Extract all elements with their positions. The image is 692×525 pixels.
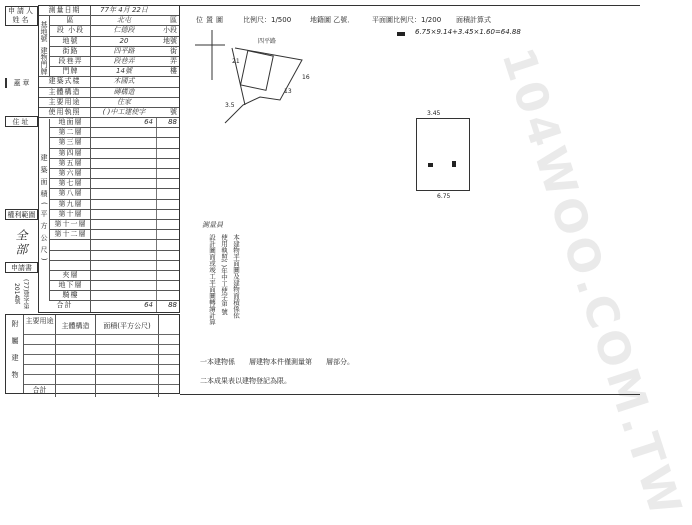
floor-row — [39, 240, 179, 250]
floor-area — [91, 261, 157, 270]
info-value: 仁德段 — [113, 26, 135, 35]
floor-row — [39, 230, 179, 240]
floor-area — [91, 220, 157, 229]
floor-row — [39, 220, 179, 230]
applicant-label: 申請人 姓名 — [5, 6, 38, 26]
info-unit: 區 — [170, 16, 177, 25]
info-label: 主體構造 — [39, 88, 91, 97]
info-row — [39, 108, 179, 118]
annex-row — [24, 375, 179, 385]
road-label: 四平路 — [258, 38, 277, 45]
floor-area-decimal — [157, 251, 179, 260]
info-unit: 樓 — [170, 67, 177, 76]
floor-area-decimal — [157, 210, 179, 219]
vertical-note: 設計圖面或竣工平面圖轉繪計算 — [208, 234, 216, 325]
floor-label: 第五層 — [39, 159, 91, 168]
info-row — [39, 6, 179, 16]
floor-area-decimal — [157, 240, 179, 249]
floor-area-decimal — [157, 220, 179, 229]
info-label: 測量日期 — [39, 6, 91, 15]
floor-area-decimal — [157, 200, 179, 209]
rights-value: 全部 — [14, 229, 28, 257]
floor-row — [39, 281, 179, 291]
sketch-d: 13 — [284, 88, 292, 95]
cadastral-label: 地籍圖 乙號． — [310, 16, 355, 24]
top-border — [180, 5, 640, 6]
info-unit: 地號 — [163, 36, 177, 45]
floor-label: 第六層 — [39, 169, 91, 178]
sketch-c: 16 — [302, 74, 310, 81]
info-value: 段巷弄 — [113, 56, 135, 65]
door-group-label: 建物門牌 — [40, 47, 48, 75]
info-label: 區 — [39, 16, 91, 25]
floor-area — [91, 138, 157, 147]
scale-1: 比例尺：1/500 — [243, 16, 292, 24]
location-map-label: 位置圖 — [196, 16, 226, 24]
floor-row — [39, 128, 179, 138]
floor-row — [39, 261, 179, 271]
info-value: 77年 4月 22日 — [100, 6, 148, 14]
col-use: 主要用途 — [24, 315, 56, 334]
floor-row — [39, 169, 179, 179]
info-label: 街路 — [39, 47, 91, 56]
floor-label: 第十一層 — [39, 220, 91, 229]
floor-label: 夾層 — [39, 271, 91, 280]
annex-title: 附屬建物 — [11, 320, 19, 388]
info-value: 四平路 — [113, 46, 135, 55]
floor-area-decimal — [157, 169, 179, 178]
floor-area — [91, 159, 157, 168]
base-group-label: 基地號 — [38, 16, 50, 46]
floor-area-decimal — [157, 261, 179, 270]
annex-table — [5, 314, 180, 394]
info-label: 門牌 — [39, 67, 91, 76]
annex-total-label: 合計 — [24, 385, 56, 397]
floor-area — [91, 189, 157, 198]
floor-label: 第三層 — [39, 138, 91, 147]
floor-row — [39, 189, 179, 199]
floor-area — [91, 291, 157, 300]
note-1: 一本建物係 層建物本件僅測量第 層部分。 — [200, 358, 354, 366]
info-unit — [157, 88, 179, 97]
annex-row — [24, 365, 179, 375]
floor-area — [91, 230, 157, 239]
floor-area — [91, 169, 157, 178]
info-value: 住家 — [117, 97, 131, 106]
info-unit — [157, 6, 179, 15]
address-label: 住址 — [5, 116, 38, 127]
info-value: 北屯 — [117, 16, 131, 25]
floor-area-decimal — [157, 291, 179, 300]
vertical-note: 使用執照( )年中工使字第 號 — [220, 234, 228, 315]
note-2: 二本成果表以建物登記為限。 — [200, 377, 291, 385]
floor-label: 第十層 — [39, 210, 91, 219]
floor-row — [39, 291, 179, 301]
area-group-label: 建築面積(平方公尺) — [38, 119, 50, 301]
sketch-a: 21 — [232, 58, 240, 65]
info-row — [39, 47, 179, 57]
floor-label: 地面層 — [39, 118, 91, 127]
info-unit: 街 — [170, 46, 177, 55]
floor-row — [39, 179, 179, 189]
application-number: (77)建字第2014號 — [13, 278, 29, 310]
col-struct: 主體構造 — [56, 315, 96, 334]
floor-label: 第九層 — [39, 200, 91, 209]
annex-row — [24, 345, 179, 355]
floor-label: 騎樓 — [39, 291, 91, 300]
floor-row — [39, 149, 179, 159]
info-row — [39, 37, 179, 47]
floor-area: 64 — [91, 301, 157, 311]
floor-row — [39, 251, 179, 261]
floor-area — [91, 251, 157, 260]
floor-label: 第七層 — [39, 179, 91, 188]
floor-label: 第二層 — [39, 128, 91, 137]
info-label: 段巷弄 — [39, 57, 91, 66]
rights-label: 權利範圍 — [5, 209, 38, 220]
floor-area — [91, 149, 157, 158]
info-label: 段 小段 — [39, 26, 91, 35]
seal-label: 蓋章 — [5, 78, 38, 88]
floor-area — [91, 200, 157, 209]
plan-bottom-dimension: 6.75 — [437, 193, 451, 200]
floor-row — [39, 200, 179, 210]
info-value: ( )中工建使字 — [102, 107, 146, 116]
floor-label: 地下層 — [39, 281, 91, 290]
formula-label: 面積計算式 — [456, 16, 491, 24]
application-label: 申請書 — [5, 262, 38, 273]
floor-row — [39, 138, 179, 148]
info-label: 地號 — [39, 37, 91, 46]
info-unit: 號 — [170, 107, 177, 116]
floor-area — [91, 281, 157, 290]
info-label: 使用執照 — [39, 108, 91, 117]
floor-area-decimal — [157, 281, 179, 290]
floor-label: 第四層 — [39, 149, 91, 158]
floor-area-decimal: 88 — [168, 118, 177, 127]
floor-row — [39, 118, 179, 128]
scale-2: 平面圖比例尺：1/200 — [372, 16, 442, 24]
info-value: 20 — [119, 36, 129, 45]
legend-mark — [397, 32, 405, 36]
annex-row — [24, 335, 179, 345]
info-row — [39, 16, 179, 26]
info-unit: 小段 — [163, 26, 177, 35]
floor-area-decimal — [157, 271, 179, 280]
info-unit — [157, 77, 179, 86]
surveyor-label: 測量員 — [202, 221, 223, 229]
floor-area-decimal — [157, 149, 179, 158]
info-value: 木國式 — [113, 77, 135, 86]
floor-area-decimal — [157, 179, 179, 188]
floor-plan — [416, 118, 470, 191]
info-unit: 弄 — [170, 56, 177, 65]
info-row — [39, 67, 179, 77]
floor-area — [91, 128, 157, 137]
floor-label: 合計 — [39, 301, 91, 311]
info-unit — [157, 98, 179, 107]
info-label: 主要用途 — [39, 98, 91, 107]
floor-label: 第八層 — [39, 189, 91, 198]
floor-area — [91, 240, 157, 249]
floor-area-decimal — [157, 230, 179, 239]
plan-top-dimension: 3.45 — [427, 110, 441, 117]
floor-area-decimal — [157, 189, 179, 198]
col-area: 面積(平方公尺) — [96, 315, 159, 334]
floor-label: 第十二層 — [39, 230, 91, 239]
floor-row — [39, 301, 179, 311]
info-value: 磚構造 — [113, 87, 135, 96]
floor-area — [91, 210, 157, 219]
floor-area-decimal: 88 — [168, 301, 177, 310]
floor-area-decimal — [157, 138, 179, 147]
floor-row — [39, 210, 179, 220]
info-row — [39, 98, 179, 108]
bottom-border — [180, 394, 640, 395]
building-info-form — [38, 5, 180, 313]
floor-area-decimal — [157, 128, 179, 137]
info-label: 建築式樣 — [39, 77, 91, 86]
floor-row — [39, 271, 179, 281]
sketch-b: 3.5 — [225, 102, 235, 109]
floor-area — [91, 271, 157, 280]
floor-area: 64 — [91, 118, 157, 127]
watermark: 104WOO.COM.TW — [491, 42, 692, 525]
floor-area — [91, 179, 157, 188]
annex-row — [24, 355, 179, 365]
info-value: 14號 — [116, 67, 132, 76]
vertical-note: 本建物平面圖及建物面積係依 — [232, 234, 240, 319]
area-formula: 6.75×9.14+3.45×1.60=64.88 — [415, 28, 521, 36]
info-row — [39, 77, 179, 87]
info-row — [39, 26, 179, 36]
floor-area-decimal — [157, 159, 179, 168]
info-row — [39, 88, 179, 98]
info-row — [39, 57, 179, 67]
floor-row — [39, 159, 179, 169]
